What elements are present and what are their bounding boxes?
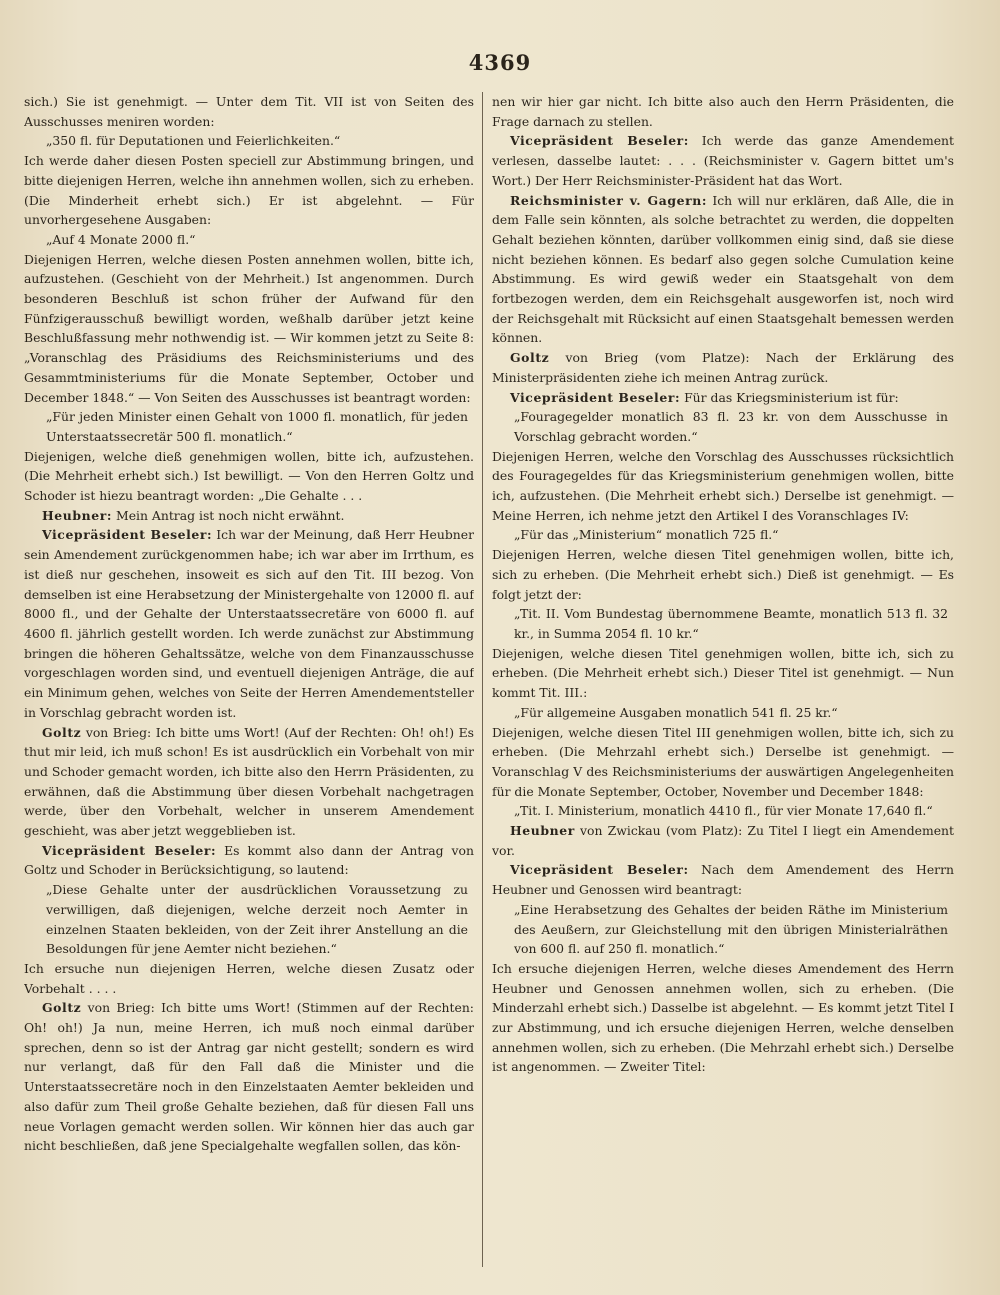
speaker-name: Goltz <box>42 1000 82 1016</box>
quoted-motion <box>24 131 474 151</box>
text-paragraph <box>24 250 474 408</box>
quoted-motion <box>492 525 954 545</box>
paragraph-text: Es kommt also dann der Antrag von Goltz und Schoder in Berücksichtigung, so lautend: <box>24 842 474 878</box>
left-column <box>24 92 474 1282</box>
paragraph-text: „Für jeden Minister einen Gehalt von 1000 fl. monatlich, für jeden Unterstaatssecretär 500 fl. monatlich.“ <box>46 409 468 444</box>
speech-paragraph <box>492 388 954 408</box>
paragraph-text: „Diese Gehalte unter der ausdrücklichen Voraussetzung zu verwilligen, daß diejenigen, welche derzeit noch Aemter in einzelnen Staaten bekleiden, von der Zeit ihrer Anstellung an die Besoldungen für jene Aemter nicht beziehen.“ <box>46 882 468 957</box>
quoted-motion <box>24 880 474 959</box>
speech-paragraph <box>492 191 954 349</box>
paragraph-text: „Tit. II. Vom Bundestag übernommene Beamte, monatlich 513 fl. 32 kr., in Summa 2054 fl. 10 kr.“ <box>514 606 948 641</box>
paragraph-text: von Brieg: Ich bitte ums Wort! (Auf der Rechten: Oh! oh!) Es thut mir leid, ich muß schon! Es ist ausdrücklich ein Vorbehalt von mir und Schoder gemacht worden, ich bitte also den Herrn Präsidenten, zu erwähnen, daß die Abstimmung über diesen Vorbehalt nachgetragen werde, über den Vorbehalt, welcher in unserem Amendement geschieht, was aber jetzt weggeblieben ist. <box>24 724 474 839</box>
paragraph-text: Diejenigen Herren, welche den Vorschlag des Ausschusses rücksichtlich des Fouragegeldes für das Kriegsministerium genehmigen wollen, bitte ich, aufzustehen. (Die Mehrheit erhebt sich.) Derselbe ist genehmigt. — Meine Herren, ich nehme jetzt den Artikel I des Voranschlages IV: <box>492 448 954 523</box>
quoted-motion <box>24 407 474 446</box>
text-paragraph <box>492 545 954 604</box>
text-paragraph <box>24 151 474 230</box>
paragraph-text: Diejenigen Herren, welche diesen Titel genehmigen wollen, bitte ich, sich zu erheben. (Die Mehrheit erhebt sich.) Dieß ist genehmigt. — Es folgt jetzt der: <box>492 547 954 602</box>
quoted-motion <box>492 801 954 821</box>
speech-paragraph <box>24 506 474 526</box>
text-paragraph <box>492 644 954 703</box>
speech-paragraph <box>24 525 474 722</box>
quoted-motion <box>492 900 954 959</box>
paragraph-text: Diejenigen, welche diesen Titel III genehmigen wollen, bitte ich, sich zu erheben. (Die Mehrzahl erhebt sich.) Derselbe ist genehmigt. — Voranschlag V des Reichsministeriums der auswärtigen Angelegenheiten für die Monate September, October, November und December 1848: <box>492 724 954 799</box>
speaker-name: Goltz <box>510 350 550 366</box>
paragraph-text: Ich will nur erklären, daß Alle, die in dem Falle sein könnten, als solche betrachtet zu werden, die doppelten Gehalt beziehen könnten, darüber vollkommen einig sind, daß sie diese nicht beziehen können. Es bedarf also gegen solche Cumulation keine Abstimmung. Es wird gewiß weder ein Staatsgehalt von dem fortbezogen werden, dem ein Reichsgehalt ausgeworfen ist, noch wird der Reichsgehalt mit Rücksicht auf einen Staatsgehalt bemessen werden können. <box>492 192 954 346</box>
paragraph-text: Diejenigen, welche dieß genehmigen wollen, bitte ich, aufzustehen. (Die Mehrheit erhebt sich.) Ist bewilligt. — Von den Herren Goltz und Schoder ist hiezu beantragt worden: „Die Gehalte . . . <box>24 448 474 504</box>
text-paragraph <box>24 447 474 506</box>
speaker-name: Vicepräsident Beseler: <box>510 133 689 149</box>
speaker-name: Reichsminister v. Gagern: <box>510 192 707 208</box>
paragraph-text: Ich ersuche diejenigen Herren, welche dieses Amendement des Herrn Heubner und Genossen annehmen wollen, sich zu erheben. (Die Minderzahl erhebt sich.) Dasselbe ist abgelehnt. — Es kommt jetzt Titel I zur Abstimmung, und ich ersuche diejenigen Herren, welche denselben annehmen wollen, sich zu erheben. (Die Mehrzahl erhebt sich.) Derselbe ist angenommen. — Zweiter Titel: <box>492 960 954 1075</box>
paragraph-text: „350 fl. für Deputationen und Feierlichkeiten.“ <box>46 133 341 149</box>
page-number: 4369 <box>468 50 532 75</box>
text-paragraph <box>24 959 474 998</box>
paragraph-text: „Fouragegelder monatlich 83 fl. 23 kr. von dem Ausschusse in Vorschlag gebracht worden.“ <box>514 409 948 444</box>
paragraph-text: „Tit. I. Ministerium, monatlich 4410 fl., für vier Monate 17,640 fl.“ <box>514 803 933 819</box>
paragraph-text: Ich werde das ganze Amendement verlesen, dasselbe lautet: . . . (Reichsminister v. Gagern bittet um's Wort.) Der Herr Reichsminister-Präsident hat das Wort. <box>492 133 954 188</box>
paragraph-text: „Auf 4 Monate 2000 fl.“ <box>46 231 196 247</box>
quoted-motion <box>24 230 474 250</box>
text-paragraph <box>492 723 954 802</box>
speech-paragraph <box>492 131 954 190</box>
speaker-name: Heubner <box>510 823 575 839</box>
paragraph-text: Für das Kriegsministerium ist für: <box>680 389 899 405</box>
paragraph-text: „Für allgemeine Ausgaben monatlich 541 fl. 25 kr.“ <box>514 704 838 720</box>
paragraph-text: sich.) Sie ist genehmigt. — Unter dem Tit. VII ist von Seiten des Ausschusses meniren worden: <box>24 94 474 129</box>
paragraph-text: Nach dem Amendement des Herrn Heubner und Genossen wird beantragt: <box>492 862 954 898</box>
speaker-name: Vicepräsident Beseler: <box>42 842 217 858</box>
column-divider <box>482 92 483 1267</box>
speech-paragraph <box>24 998 474 1156</box>
paragraph-text: „Für das „Ministerium“ monatlich 725 fl.“ <box>514 527 779 543</box>
speaker-name: Heubner: <box>42 507 113 523</box>
paragraph-text: Diejenigen Herren, welche diesen Posten annehmen wollen, bitte ich, aufzustehen. (Geschieht von der Mehrheit.) Ist angenommen. Durch besonderen Beschluß ist schon früher der Aufwand für den Fünfzigerausschuß bewilligt worden, weßhalb darüber jetzt keine Beschlußfassung mehr nothwendig ist. — Wir kommen jetzt zu Seite 8: „Voranschlag des Präsidiums des Reichsministeriums und des Gesammtministeriums für die Monate September, October und December 1848.“ — Von Seiten des Ausschusses ist beantragt worden: <box>24 251 474 405</box>
text-paragraph <box>492 92 954 131</box>
paragraph-text: Ich werde daher diesen Posten speciell zur Abstimmung bringen, und bitte diejenigen Herren, welche ihn annehmen wollen, sich zu erheben. (Die Minderheit erhebt sich.) Er ist abgelehnt. — Für unvorhergesehene Ausgaben: <box>24 153 474 228</box>
text-paragraph <box>492 447 954 526</box>
speaker-name: Goltz <box>42 724 82 740</box>
right-column <box>492 92 954 1282</box>
paragraph-text: Diejenigen, welche diesen Titel genehmigen wollen, bitte ich, sich zu erheben. (Die Mehrheit erhebt sich.) Dieser Titel ist genehmigt. — Nun kommt Tit. III.: <box>492 645 954 701</box>
paragraph-text: Mein Antrag ist noch nicht erwähnt. <box>112 507 345 523</box>
paragraph-text: von Zwickau (vom Platz): Zu Titel I liegt ein Amendement vor. <box>492 823 954 858</box>
speaker-name: Vicepräsident Beseler: <box>510 389 681 405</box>
quoted-motion <box>492 703 954 723</box>
speaker-name: Vicepräsident Beseler: <box>42 527 213 543</box>
speech-paragraph <box>24 723 474 841</box>
paragraph-text: von Brieg (vom Platze): Nach der Erklärung des Ministerpräsidenten ziehe ich meinen Antrag zurück. <box>492 350 954 385</box>
speech-paragraph <box>492 821 954 860</box>
speech-paragraph <box>492 860 954 899</box>
text-paragraph <box>492 959 954 1077</box>
quoted-motion <box>492 407 954 446</box>
speaker-name: Vicepräsident Beseler: <box>510 862 689 878</box>
paragraph-text: nen wir hier gar nicht. Ich bitte also auch den Herrn Präsidenten, die Frage darnach zu stellen. <box>492 94 954 129</box>
speech-paragraph <box>492 348 954 387</box>
paragraph-text: von Brieg: Ich bitte ums Wort! (Stimmen auf der Rechten: Oh! oh!) Ja nun, meine Herren, ich muß noch einmal darüber sprechen, denn so ist der Antrag gar nicht gestellt; sondern es wird nur verlangt, daß für den Fall daß die Minister und die Unterstaatssecretäre noch in den Einzelstaaten Aemter bekleiden und also dafür zum Theil große Gehalte beziehen, daß für diesen Fall uns neue Vorlagen gemacht werden sollen. Wir können hier das auch gar nicht beschließen, daß jene Specialgehalte wegfallen sollen, das kön- <box>24 1000 474 1154</box>
text-paragraph <box>24 92 474 131</box>
quoted-motion <box>492 604 954 643</box>
paragraph-text: Ich ersuche nun diejenigen Herren, welche diesen Zusatz oder Vorbehalt . . . . <box>24 960 474 996</box>
paragraph-text: Ich war der Meinung, daß Herr Heubner sein Amendement zurückgenommen habe; ich war aber im Irrthum, es ist dieß nur geschehen, insoweit es sich auf den Tit. III bezog. Von demselben ist eine Herabsetzung der Ministergehalte von 12000 fl. auf 8000 fl., und der Gehalte der Unterstaatssecretäre von 6000 fl. auf 4600 fl. jährlich gestellt worden. Ich werde zunächst zur Abstimmung bringen die höheren Gehaltssätze, welche von dem Finanzausschusse vorgeschlagen worden sind, und eventuell diejenigen Anträge, die auf ein Minimum gehen, welches von Seite der Herren Amendementsteller in Vorschlag gebracht worden ist. <box>24 527 474 720</box>
paragraph-text: „Eine Herabsetzung des Gehaltes der beiden Räthe im Ministerium des Aeußern, zur Gleichstellung mit den übrigen Ministerialräthen von 600 fl. auf 250 fl. monatlich.“ <box>514 901 948 957</box>
speech-paragraph <box>24 841 474 880</box>
